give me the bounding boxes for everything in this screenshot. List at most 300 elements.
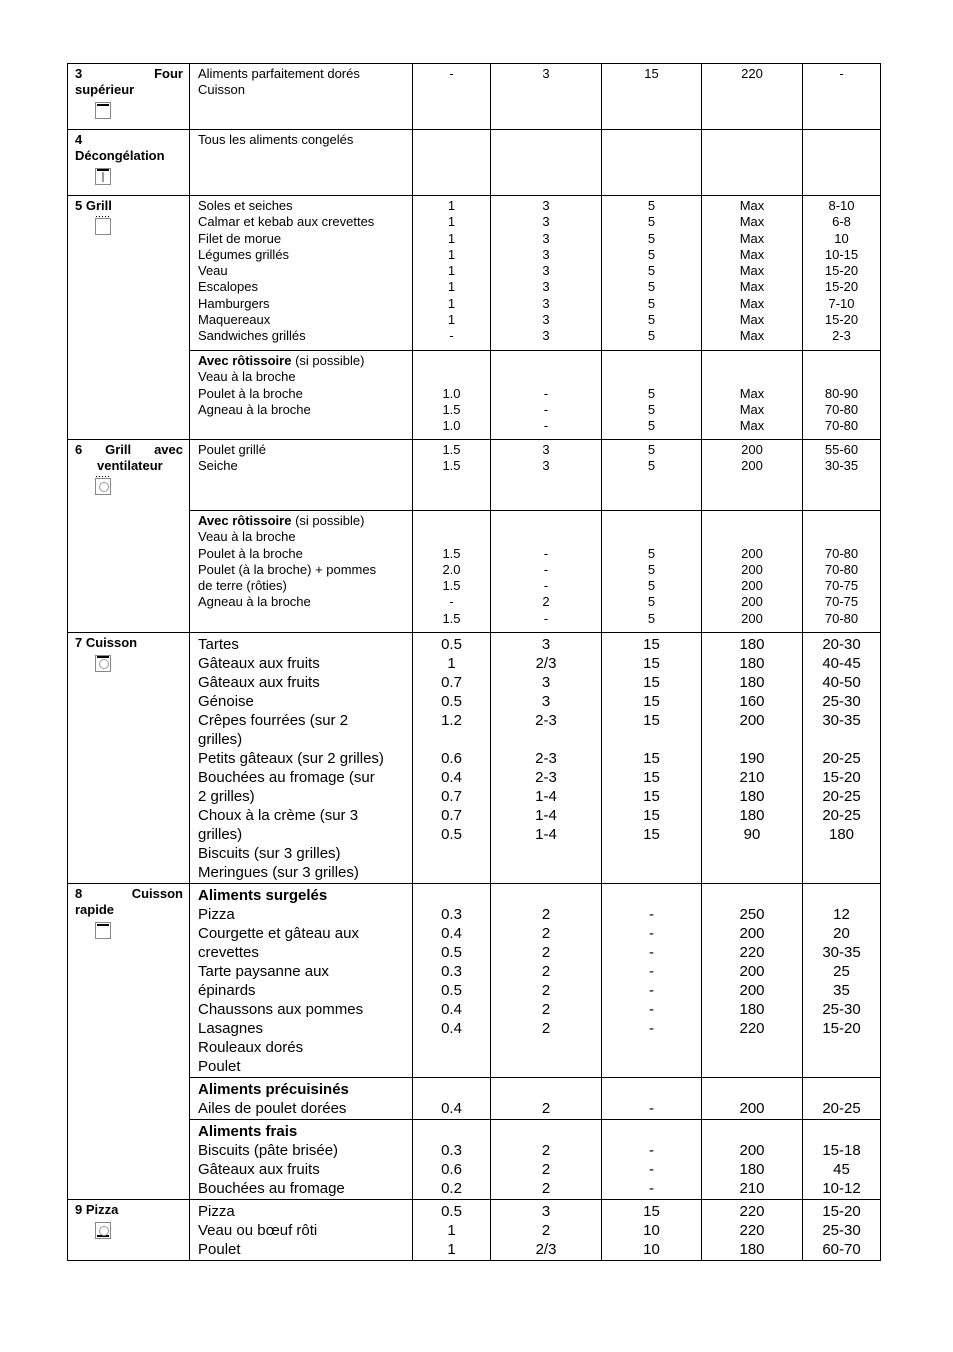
table-row xyxy=(68,633,881,884)
cell-line: 0.5 xyxy=(441,636,462,653)
cell-line: Poulet à la broche xyxy=(198,385,303,401)
value-cell-c2 xyxy=(491,1120,602,1200)
cell-line: Max xyxy=(739,246,765,262)
value-cell-c5 xyxy=(803,1120,881,1200)
cell-line: 210 xyxy=(739,1180,765,1197)
cell-line xyxy=(805,513,878,529)
cell-line: 0.5 xyxy=(441,826,462,843)
cell-line: 1 xyxy=(447,230,456,246)
section-heading-text: Avec rôtissoire xyxy=(198,513,292,528)
cell-line: 5 xyxy=(647,279,656,295)
cell-line: 15-18 xyxy=(822,1142,861,1159)
cell-line: Biscuits (pâte brisée) xyxy=(198,1142,339,1159)
cell-line: 2 xyxy=(541,1020,551,1037)
fast-cook-icon xyxy=(95,922,111,939)
cell-line: 1 xyxy=(447,1222,456,1239)
cell-line: 3 xyxy=(541,636,551,653)
mode-title xyxy=(75,66,183,82)
value-cell-c2 xyxy=(491,351,602,440)
value-cell-c5 xyxy=(803,633,881,884)
cell-line: 15 xyxy=(644,66,659,81)
cell-line: 55-60 xyxy=(824,442,859,457)
cell-line: 20-30 xyxy=(822,636,861,653)
cell-line: 2.0 xyxy=(442,561,461,577)
value-cell-c3 xyxy=(602,64,702,130)
value-cell-c3 xyxy=(602,1120,702,1200)
cell-line xyxy=(805,886,878,905)
value-cell-c3 xyxy=(602,884,702,1078)
cell-line: 0.4 xyxy=(441,1020,462,1037)
cell-line: Agneau à la broche xyxy=(198,594,311,610)
cell-line: grilles) xyxy=(198,826,243,843)
table-row xyxy=(68,1200,881,1261)
cell-line: 0.3 xyxy=(441,906,462,923)
cell-line: 1.0 xyxy=(442,385,461,401)
cell-line: 2 xyxy=(541,944,551,961)
fan-grill-icon xyxy=(95,478,111,495)
cell-line: Gâteaux aux fruits xyxy=(198,1161,320,1178)
cell-line: Escalopes xyxy=(198,279,258,295)
cell-line xyxy=(604,1080,699,1099)
cell-line: 10 xyxy=(643,1241,660,1258)
cell-line xyxy=(704,1122,800,1141)
section-heading xyxy=(198,353,408,369)
cell-line: 0.6 xyxy=(441,1161,462,1178)
value-cell-c2 xyxy=(491,633,602,884)
foods-cell xyxy=(190,511,413,633)
cell-line: 30-35 xyxy=(824,458,859,474)
cell-line: 0.4 xyxy=(441,1100,462,1117)
cell-line: 15 xyxy=(643,693,660,710)
cell-line: Ailes de poulet dorées xyxy=(198,1100,347,1117)
cell-line: 10 xyxy=(834,230,849,246)
cell-line: 1.5 xyxy=(442,610,461,626)
cell-line: 15-20 xyxy=(824,263,859,279)
cell-line: 70-80 xyxy=(824,561,859,577)
cell-line: 180 xyxy=(739,674,765,691)
cell-line: - xyxy=(543,610,549,626)
cell-line: Seiche xyxy=(198,458,238,474)
cell-line: 0.2 xyxy=(441,1180,462,1197)
value-cell-c4 xyxy=(702,1078,803,1120)
cell-line: 5 xyxy=(647,230,656,246)
cell-line: 1.0 xyxy=(442,418,461,434)
cell-line: 3 xyxy=(541,693,551,710)
cell-line: 2 xyxy=(541,1100,551,1117)
cell-line xyxy=(604,369,699,385)
value-cell-c2 xyxy=(491,64,602,130)
cell-line: Tous les aliments congelés xyxy=(198,132,354,147)
cell-line: 25 xyxy=(833,963,850,980)
cell-line: 8-10 xyxy=(828,198,855,213)
value-cell-c5 xyxy=(803,130,881,196)
cell-line: 1-4 xyxy=(535,826,557,843)
cell-line: 15-20 xyxy=(822,1203,861,1220)
cell-line: 1 xyxy=(447,295,456,311)
cell-line: 1 xyxy=(447,1241,456,1258)
cell-line xyxy=(604,730,699,749)
cell-line: Tartes xyxy=(198,636,239,653)
cell-line: - xyxy=(449,66,454,81)
mode-number: 3 xyxy=(75,66,83,81)
table-row xyxy=(68,440,881,511)
cell-line: 15 xyxy=(643,674,660,691)
cell-line: Génoise xyxy=(198,693,254,710)
cell-line: 5 xyxy=(647,312,656,328)
cell-line xyxy=(415,1122,488,1141)
cell-line: 45 xyxy=(833,1161,850,1178)
cell-line: Choux à la crème (sur 3 xyxy=(198,807,359,824)
value-cell-c3 xyxy=(602,130,702,196)
value-cell-c2 xyxy=(491,1200,602,1261)
value-cell-c2 xyxy=(491,196,602,351)
cell-line: 190 xyxy=(739,750,765,767)
cell-line: 3 xyxy=(542,214,550,230)
value-cell-c2 xyxy=(491,1078,602,1120)
section-heading-suffix: (si possible) xyxy=(291,513,365,528)
value-cell-c4 xyxy=(702,1200,803,1261)
cell-line xyxy=(704,1080,800,1099)
cell-line: 10-15 xyxy=(824,246,859,262)
mode-cell xyxy=(68,64,190,130)
cell-line: 15 xyxy=(643,826,660,843)
cell-line: 20-25 xyxy=(822,1100,861,1117)
cell-line: 15 xyxy=(643,1203,660,1220)
value-cell-c3 xyxy=(602,1078,702,1120)
cell-line: 0.4 xyxy=(441,925,462,942)
mode-name-2: rapide xyxy=(75,902,115,917)
value-cell-c4 xyxy=(702,351,803,440)
cell-line: 2-3 xyxy=(535,769,557,786)
cell-line: 5 xyxy=(647,246,656,262)
value-cell-c5 xyxy=(803,884,881,1078)
cell-line: 30-35 xyxy=(822,944,861,961)
cell-line: 70-75 xyxy=(824,594,859,610)
cell-line: 180 xyxy=(739,1241,765,1258)
cell-line: 250 xyxy=(739,906,765,923)
value-cell-c4 xyxy=(702,511,803,633)
cell-line: Max xyxy=(739,312,765,328)
cell-line: 3 xyxy=(542,458,550,474)
cell-line: 2 xyxy=(541,925,551,942)
table-row xyxy=(68,351,881,440)
cell-line: 200 xyxy=(739,1142,765,1159)
cell-line: Biscuits (sur 3 grilles) xyxy=(198,845,341,862)
cell-line: 70-80 xyxy=(824,401,859,417)
cell-line: Sandwiches grillés xyxy=(198,328,306,344)
mode-label: 7 Cuisson xyxy=(75,635,138,650)
section-heading xyxy=(198,1080,408,1099)
cell-line: 200 xyxy=(739,712,765,729)
cell-line: crevettes xyxy=(198,944,259,961)
value-cell-c1 xyxy=(413,351,491,440)
cell-line: 3 xyxy=(541,674,551,691)
cell-line xyxy=(415,1080,488,1099)
cell-line: 1 xyxy=(447,263,456,279)
section-heading xyxy=(198,1122,408,1141)
cell-line: Pizza xyxy=(198,1203,235,1220)
foods-cell xyxy=(190,1078,413,1120)
cell-line: Poulet xyxy=(198,1241,241,1258)
value-cell-c1 xyxy=(413,64,491,130)
cell-line: Hamburgers xyxy=(198,295,270,311)
value-cell-c4 xyxy=(702,440,803,511)
value-cell-c3 xyxy=(602,196,702,351)
cell-line xyxy=(704,513,800,529)
cell-line: - xyxy=(649,963,654,980)
cell-line: 5 xyxy=(647,458,656,474)
cell-line: 0.3 xyxy=(441,1142,462,1159)
cell-line: - xyxy=(649,982,654,999)
cell-line: Veau à la broche xyxy=(198,529,296,545)
cell-line: 1 xyxy=(447,246,456,262)
cell-line: 70-80 xyxy=(824,545,859,561)
cell-line: 3 xyxy=(542,230,550,246)
cell-line: 6-8 xyxy=(832,214,851,230)
cell-line: 5 xyxy=(647,328,656,344)
cell-line: 15-20 xyxy=(822,1020,861,1037)
cell-line: Max xyxy=(739,328,765,344)
value-cell-c1 xyxy=(413,1120,491,1200)
cell-line xyxy=(704,353,800,369)
cell-line: - xyxy=(649,1161,654,1178)
cell-line: 1-4 xyxy=(535,807,557,824)
cell-line xyxy=(604,529,699,545)
cell-line: Agneau à la broche xyxy=(198,401,311,417)
cell-line xyxy=(805,730,878,749)
cell-line: 0.5 xyxy=(441,944,462,961)
mode-name-2: ventilateur xyxy=(97,458,163,473)
cell-line: 30-35 xyxy=(822,712,861,729)
value-cell-c4 xyxy=(702,884,803,1078)
pizza-icon xyxy=(95,1222,111,1239)
cell-line: Max xyxy=(739,295,765,311)
cell-line: Bouchées au fromage xyxy=(198,1180,345,1197)
cell-line: 12 xyxy=(833,906,850,923)
foods-cell xyxy=(190,64,413,130)
cell-line: 70-75 xyxy=(824,578,859,594)
cell-line: 15-20 xyxy=(824,279,859,295)
cell-line: 200 xyxy=(739,925,765,942)
cell-line: Lasagnes xyxy=(198,1020,264,1037)
mode-cell xyxy=(68,440,190,633)
cell-line: 20-25 xyxy=(822,750,861,767)
cell-line: 1.5 xyxy=(442,545,461,561)
cell-line: 3 xyxy=(542,198,550,213)
value-cell-c4 xyxy=(702,633,803,884)
cell-line: 15 xyxy=(643,750,660,767)
cell-line: Calmar et kebab aux crevettes xyxy=(198,214,375,230)
value-cell-c1 xyxy=(413,511,491,633)
value-cell-c3 xyxy=(602,440,702,511)
cell-line: 1 xyxy=(447,655,456,672)
cell-line: 3 xyxy=(542,279,550,295)
cell-line: 80-90 xyxy=(824,385,859,401)
cell-line: 5 xyxy=(647,214,656,230)
fan-icon xyxy=(95,655,111,672)
value-cell-c1 xyxy=(413,196,491,351)
cell-line: Crêpes fourrées (sur 2 xyxy=(198,712,349,729)
cell-line: 180 xyxy=(828,826,855,843)
cell-line: - xyxy=(649,906,654,923)
cell-line: Veau à la broche xyxy=(198,369,296,385)
foods-cell xyxy=(190,351,413,440)
cell-line: 2 xyxy=(541,963,551,980)
cell-line: 25-30 xyxy=(822,1222,861,1239)
cell-line: - xyxy=(649,925,654,942)
cell-line: - xyxy=(649,1100,654,1117)
section-heading-text: Avec rôtissoire xyxy=(198,353,292,368)
cell-line: 3 xyxy=(542,295,550,311)
cell-line: 5 xyxy=(647,198,656,213)
cell-line: 3 xyxy=(541,1203,551,1220)
cell-line: 2 xyxy=(541,1001,551,1018)
value-cell-c3 xyxy=(602,1200,702,1261)
cell-line: 7-10 xyxy=(828,295,855,311)
cell-line: - xyxy=(449,594,454,610)
cell-line: 0.3 xyxy=(441,963,462,980)
cell-line: Max xyxy=(739,385,765,401)
cell-line: 200 xyxy=(741,578,763,594)
cell-line xyxy=(493,369,599,385)
cell-line: 1.2 xyxy=(441,712,462,729)
mode-label: 9 Pizza xyxy=(75,1202,119,1217)
cell-line: de terre (rôties) xyxy=(198,578,287,594)
cell-line: Courgette et gâteau aux xyxy=(198,925,359,942)
value-cell-c1 xyxy=(413,633,491,884)
grill-icon xyxy=(95,218,111,235)
cell-line: 3 xyxy=(542,263,550,279)
mode-label: 5 Grill xyxy=(75,198,112,213)
cell-line xyxy=(604,1122,699,1141)
cell-line: 5 xyxy=(647,385,656,401)
cell-line: 2 xyxy=(541,1222,551,1239)
cell-line xyxy=(805,1122,878,1141)
cell-line: 5 xyxy=(647,401,656,417)
cell-line: 10 xyxy=(643,1222,660,1239)
cell-line: 5 xyxy=(647,610,656,626)
cell-line xyxy=(604,513,699,529)
cell-line: - xyxy=(649,1180,654,1197)
cell-line: Poulet à la broche xyxy=(198,545,303,561)
cell-line: 0.6 xyxy=(441,750,462,767)
value-cell-c5 xyxy=(803,1200,881,1261)
cell-line: 0.5 xyxy=(441,1203,462,1220)
mode-cell xyxy=(68,633,190,884)
cell-line: 2 xyxy=(541,906,551,923)
value-cell-c3 xyxy=(602,633,702,884)
mode-name: Grill xyxy=(105,442,132,457)
cell-line: 2 xyxy=(541,1142,551,1159)
cell-line: 2 xyxy=(542,594,550,610)
cell-line: - xyxy=(543,401,549,417)
cell-line: 1-4 xyxy=(535,788,557,805)
value-cell-c5 xyxy=(803,351,881,440)
cell-line xyxy=(604,886,699,905)
cell-line xyxy=(493,730,599,749)
section-heading-text: Aliments frais xyxy=(198,1123,298,1140)
value-cell-c2 xyxy=(491,440,602,511)
mode-name-2: supérieur xyxy=(75,82,135,97)
section-heading xyxy=(198,513,408,529)
cell-line: 15 xyxy=(643,769,660,786)
section-heading xyxy=(198,886,408,905)
value-cell-c1 xyxy=(413,1078,491,1120)
cell-line: 35 xyxy=(833,982,850,999)
value-cell-c5 xyxy=(803,511,881,633)
cell-line xyxy=(704,730,800,749)
cell-line: Poulet xyxy=(198,1058,241,1075)
cell-line: Max xyxy=(739,214,765,230)
value-cell-c5 xyxy=(803,1078,881,1120)
cell-line: 1 xyxy=(447,312,456,328)
table-row xyxy=(68,511,881,633)
cell-line: 200 xyxy=(741,458,763,474)
value-cell-c5 xyxy=(803,64,881,130)
cell-line: 180 xyxy=(739,807,765,824)
value-cell-c5 xyxy=(803,196,881,351)
cell-line: 1 xyxy=(447,279,456,295)
cell-line: 180 xyxy=(739,1161,765,1178)
section-heading-text: Aliments précuisinés xyxy=(198,1081,349,1098)
value-cell-c1 xyxy=(413,440,491,511)
table-row xyxy=(68,1120,881,1200)
cell-line xyxy=(805,1080,878,1099)
value-cell-c5 xyxy=(803,440,881,511)
cell-line: - xyxy=(543,418,549,434)
cell-line: - xyxy=(839,66,844,81)
cell-line xyxy=(604,353,699,369)
cell-line: 180 xyxy=(739,636,765,653)
cell-line: 180 xyxy=(739,1001,765,1018)
cell-line xyxy=(704,369,800,385)
cell-line: Rouleaux dorés xyxy=(198,1039,304,1056)
cell-line: 200 xyxy=(741,594,763,610)
value-cell-c3 xyxy=(602,511,702,633)
cell-line: 5 xyxy=(647,578,656,594)
value-cell-c3 xyxy=(602,351,702,440)
cell-line xyxy=(704,529,800,545)
cell-line: 2 xyxy=(541,982,551,999)
cell-line: 200 xyxy=(739,982,765,999)
cooking-table xyxy=(67,63,881,1261)
cell-line: 90 xyxy=(743,826,761,843)
cell-line xyxy=(493,886,599,905)
value-cell-c1 xyxy=(413,884,491,1078)
cell-line: Petits gâteaux (sur 2 grilles) xyxy=(198,750,384,767)
cell-line: 0.5 xyxy=(441,982,462,999)
mode-name: Four xyxy=(154,66,183,81)
cell-line: 1.5 xyxy=(442,458,461,474)
cell-line: 25-30 xyxy=(822,693,861,710)
cell-line: 5 xyxy=(647,561,656,577)
cell-line: 0.7 xyxy=(441,807,462,824)
cell-line: - xyxy=(543,385,549,401)
cell-line: 2 xyxy=(541,1161,551,1178)
cell-line: 180 xyxy=(739,655,765,672)
cell-line: 1 xyxy=(447,198,456,213)
cell-line: Tarte paysanne aux xyxy=(198,963,329,980)
cell-line: Max xyxy=(739,279,765,295)
cell-line: - xyxy=(649,1001,654,1018)
mode-number: 6 xyxy=(75,442,83,457)
cell-line: 2/3 xyxy=(535,1241,557,1258)
cell-line: 200 xyxy=(741,545,763,561)
cell-line: 1 xyxy=(447,214,456,230)
mode-name-b: avec xyxy=(154,442,183,457)
cell-line: 15 xyxy=(643,807,660,824)
cell-line: 3 xyxy=(542,66,550,81)
